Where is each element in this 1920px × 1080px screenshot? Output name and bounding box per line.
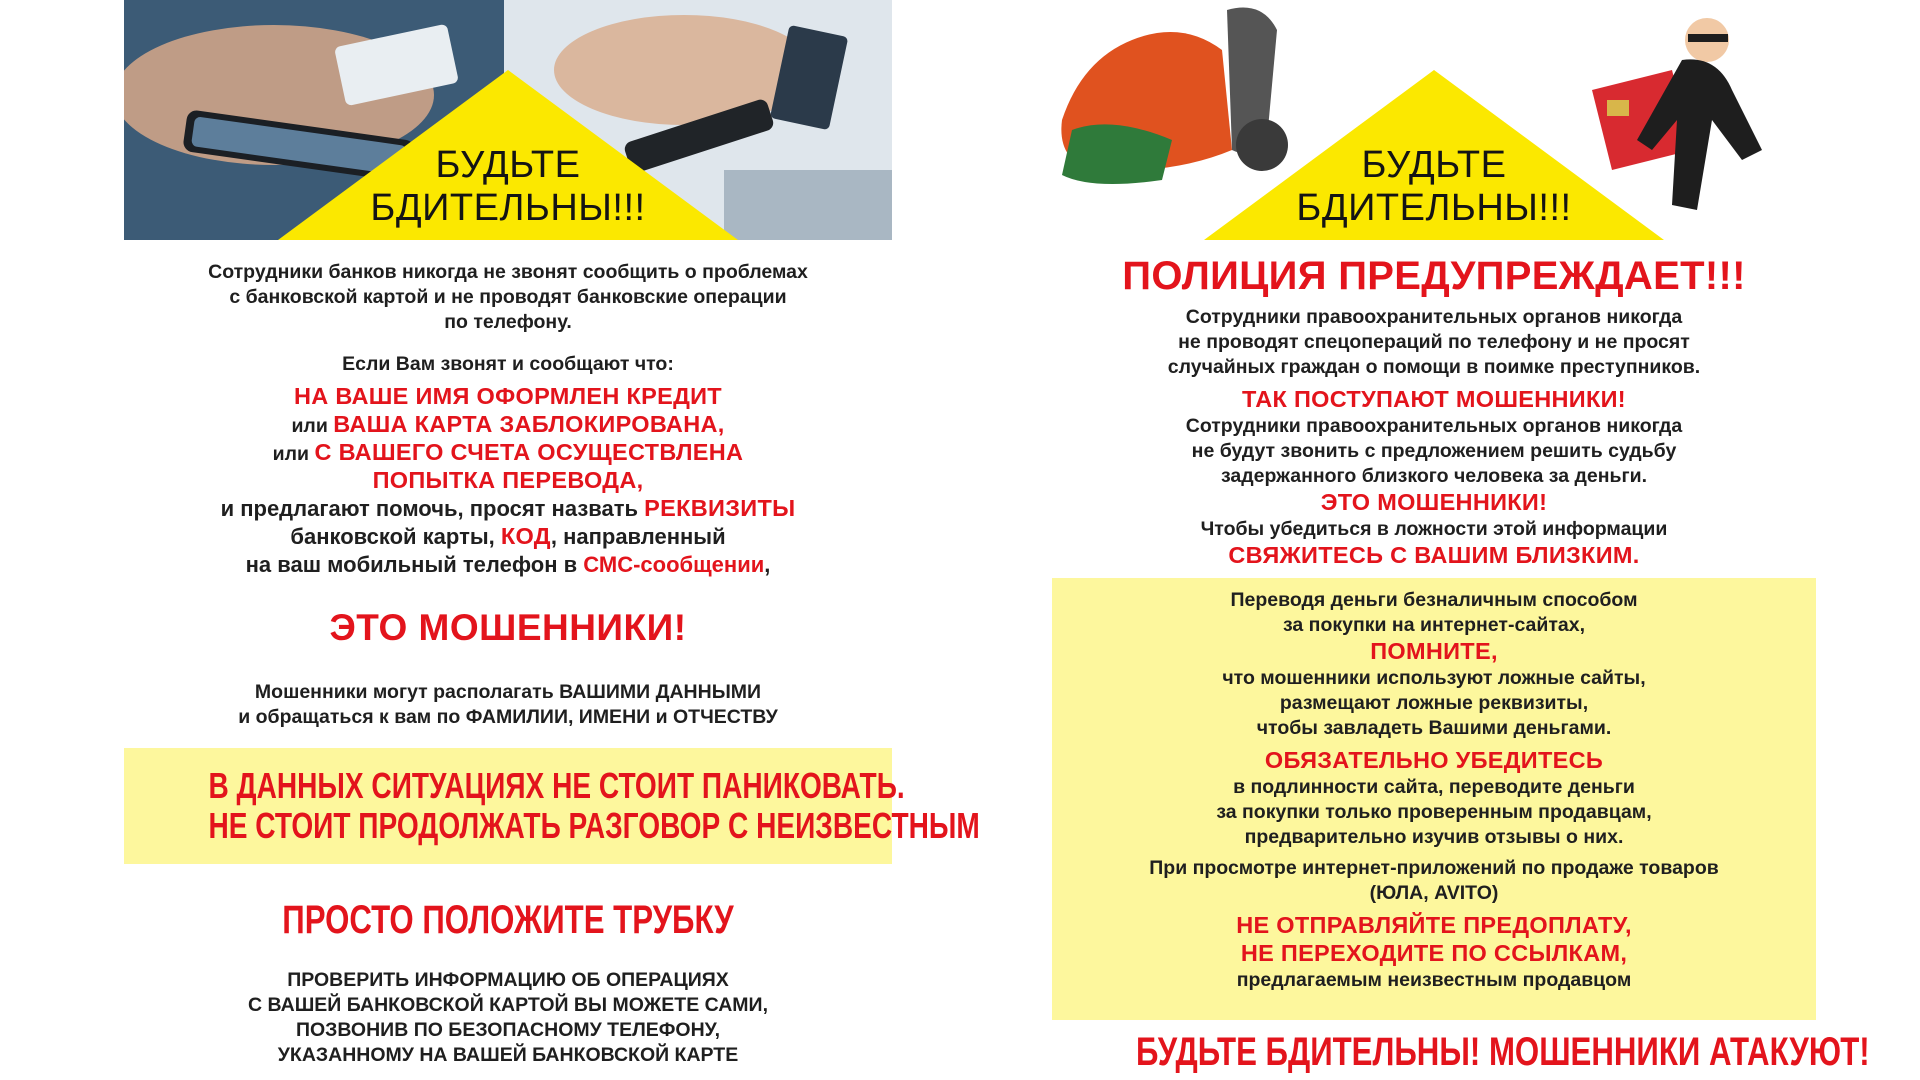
hang-up-heading <box>124 896 892 944</box>
comma-text: , <box>764 552 771 577</box>
contact-warning: СВЯЖИТЕСЬ С ВАШИМ БЛИЗКИМ. <box>1228 542 1640 568</box>
intro-line: с банковской картой и не проводят банковские операции <box>229 286 787 308</box>
check-line: УКАЗАННОМУ НА ВАШЕЙ БАНКОВСКОЙ КАРТЕ <box>277 1044 739 1066</box>
auth-line: в подлинности сайта, переводите деньги <box>1233 776 1635 798</box>
banner-title <box>1052 144 1816 230</box>
intro-line: по телефону. <box>444 311 572 333</box>
card-blocked-warning: ВАША КАРТА ЗАБЛОКИРОВАНА, <box>333 411 725 437</box>
make-sure-warning: ОБЯЗАТЕЛЬНО УБЕДИТЕСЬ <box>1264 747 1604 773</box>
bank-fraud-poster <box>124 0 980 1080</box>
law-line: не проводят спецопераций по телефону и не просят <box>1178 331 1690 353</box>
law-enforcement-paragraph <box>1052 305 1816 570</box>
auth-line: предварительно изучив отзывы о них. <box>1244 826 1624 848</box>
banner-title-line-1: БУДЬТЕ <box>435 144 581 186</box>
law-line: Сотрудники правоохранительных органов никогда <box>1185 306 1683 328</box>
if-call-line: Если Вам звонят и сообщают что: <box>342 353 674 375</box>
fraudsters-title: ЭТО МОШЕННИКИ! <box>329 607 687 648</box>
law-line: Сотрудники правоохранительных органов никогда <box>1185 415 1683 437</box>
fake-line: размещают ложные реквизиты, <box>1279 692 1589 714</box>
data-line: Мошенники могут располагать ВАШИМИ ДАННЫМИ <box>254 681 762 703</box>
check-line: ПРОВЕРИТЬ ИНФОРМАЦИЮ ОБ ОПЕРАЦИЯХ <box>287 969 729 991</box>
panic-line-1: В ДАННЫХ СИТУАЦИЯХ НЕ СТОИТ ПАНИКОВАТЬ. <box>208 765 905 806</box>
transfer-warning-2: ПОПЫТКА ПЕРЕВОДА, <box>372 467 644 493</box>
pay-line: Переводя деньги безналичным способом <box>1230 589 1638 611</box>
code-text: КОД <box>500 523 551 549</box>
offer-text: на ваш мобильный телефон в <box>245 552 578 577</box>
requisites-text: РЕКВИЗИТЫ <box>644 495 796 521</box>
apps-line: При просмотре интернет-приложений по продаже товаров <box>1149 857 1719 879</box>
online-shopping-text <box>1052 588 1816 993</box>
transfer-warning: С ВАШЕГО СЧЕТА ОСУЩЕСТВЛЕНА <box>314 439 744 465</box>
fake-line: что мошенники используют ложные сайты, <box>1222 667 1646 689</box>
or-text: или <box>272 443 310 465</box>
fraudsters-heading <box>124 606 892 650</box>
offer-text: , направленный <box>550 524 726 549</box>
or-text: или <box>291 415 328 437</box>
panic-warning-box <box>124 748 980 864</box>
banner-illustration <box>1052 0 1816 240</box>
fraudsters-warning: ЭТО МОШЕННИКИ! <box>1320 489 1548 515</box>
fake-line: чтобы завладеть Вашими деньгами. <box>1256 717 1612 739</box>
law-line: случайных граждан о помощи в поимке преступников. <box>1167 356 1701 378</box>
police-warns-title: ПОЛИЦИЯ ПРЕДУПРЕЖДАЕТ!!! <box>1122 254 1746 298</box>
sms-text: СМС-сообщении <box>583 552 765 577</box>
check-line: ПОЗВОНИВ ПО БЕЗОПАСНОМУ ТЕЛЕФОНУ, <box>295 1019 721 1041</box>
offer-text: и предлагают помочь, просят назвать <box>220 496 639 521</box>
hang-up-title: ПРОСТО ПОЛОЖИТЕ ТРУБКУ <box>282 898 734 942</box>
no-prepay-warning: НЕ ОТПРАВЛЯЙТЕ ПРЕДОПЛАТУ, <box>1236 912 1632 938</box>
panic-line-2: НЕ СТОИТ ПРОДОЛЖАТЬ РАЗГОВОР С НЕИЗВЕСТНЫМ <box>208 805 980 846</box>
no-links-warning: НЕ ПЕРЕХОДИТЕ ПО ССЫЛКАМ, <box>1240 940 1628 966</box>
footer-slogan-text: БУДЬТЕ БДИТЕЛЬНЫ! МОШЕННИКИ АТАКУЮТ! <box>1136 1030 1870 1074</box>
data-line: и обращаться к вам по ФАМИЛИИ, ИМЕНИ и ОТЧЕСТВУ <box>238 706 778 728</box>
law-line: не будут звонить с предложением решить судьбу <box>1191 440 1677 462</box>
banner-title-line-1: БУДЬТЕ <box>1361 144 1507 186</box>
offer-text: банковской карты, <box>290 524 495 549</box>
banner-photo <box>124 0 892 240</box>
check-info-paragraph <box>124 968 892 1068</box>
remember-warning: ПОМНИТЕ, <box>1370 638 1498 664</box>
banner-title-line-2: БДИТЕЛЬНЫ!!! <box>1296 187 1572 229</box>
intro-paragraph <box>124 260 892 335</box>
check-line: С ВАШЕЙ БАНКОВСКОЙ КАРТОЙ ВЫ МОЖЕТЕ САМИ, <box>248 994 768 1016</box>
intro-line: Сотрудники банков никогда не звонят сообщить о проблемах <box>208 261 808 283</box>
verify-line: Чтобы убедиться в ложности этой информации <box>1200 518 1668 540</box>
credit-warning: НА ВАШЕ ИМЯ ОФОРМЛЕН КРЕДИТ <box>294 383 722 409</box>
police-warning-poster <box>1052 0 1870 1080</box>
footer-slogan <box>1052 1030 1870 1074</box>
banner-title-line-2: БДИТЕЛЬНЫ!!! <box>370 187 646 229</box>
personal-data-note <box>124 680 892 730</box>
pay-line: за покупки на интернет-сайтах, <box>1282 614 1586 636</box>
acting-warning: ТАК ПОСТУПАЮТ МОШЕННИКИ! <box>1242 386 1626 412</box>
offered-line: предлагаемым неизвестным продавцом <box>1236 969 1632 991</box>
banner-title <box>124 144 892 230</box>
auth-line: за покупки только проверенным продавцам, <box>1216 801 1652 823</box>
apps-line: (ЮЛА, AVITO) <box>1369 882 1499 904</box>
scam-scenarios <box>124 352 892 579</box>
law-line: задержанного близкого человека за деньги. <box>1221 465 1647 487</box>
